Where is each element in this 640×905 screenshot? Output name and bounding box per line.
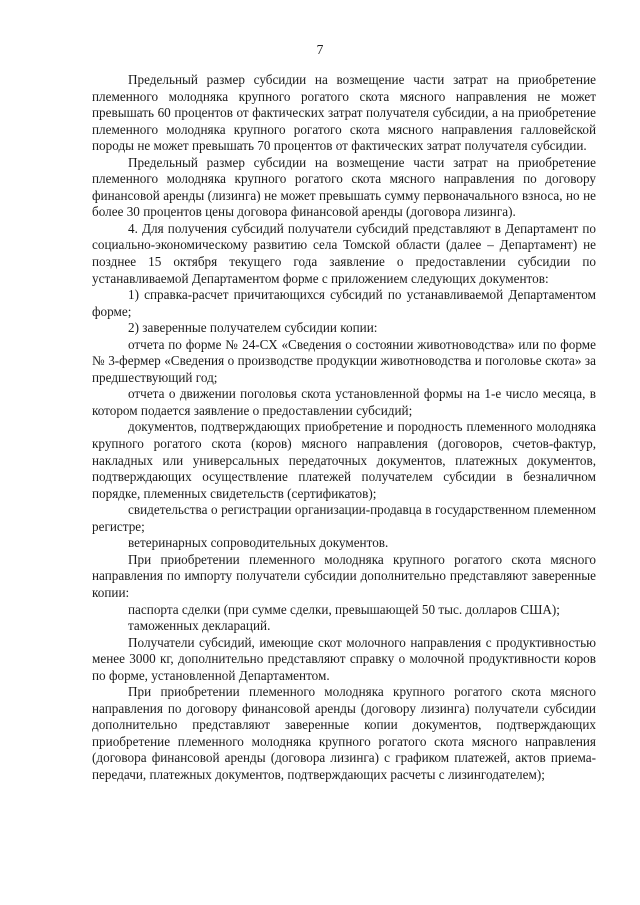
paragraph-purchase-documents: документов, подтверждающих приобретение и породность племенного молодняка крупного рогатого скота (коров) мясного направления (договоров, счетов-фактур, накладных или универсальных передаточных документов, платежных документов, подтверждающих осуществление платежей получателем субсидии в безналичном порядке, племенных свидетельств (сертификатов); — [92, 419, 596, 501]
paragraph-report-24sh: отчета по форме № 24-СХ «Сведения о состоянии животноводства» или по форме № 3-фермер «Сведения о производстве продукции животноводства и поголовье скота» за предшествующий год; — [92, 336, 596, 385]
paragraph-item-4: 4. Для получения субсидий получатели субсидий представляют в Департамент по социально-экономическому развитию села Томской области (далее – Департамент) не позднее 15 октября текущего года заявление о предоставлении субсидии по устанавливаемой Департаментом форме с приложением следующих документов: — [92, 220, 596, 286]
paragraph-dairy-productivity: Получатели субсидий, имеющие скот молочного направления с продуктивностью менее 3000 кг, дополнительно представляют справку о молочной продуктивности коров по форме, установленной Департаментом. — [92, 634, 596, 683]
paragraph-livestock-report: отчета о движении поголовья скота установленной формы на 1-е число месяца, в котором подается заявление о предоставлении субсидий; — [92, 386, 596, 418]
paragraph-subitem-2: 2) заверенные получателем субсидии копии: — [128, 320, 378, 336]
paragraph-import: При приобретении племенного молодняка крупного рогатого скота мясного направления по импорту получатели субсидии дополнительно представляют заверенные копии: — [92, 551, 596, 600]
paragraph-leasing-limit: Предельный размер субсидии на возмещение части затрат на приобретение племенного молодняка крупного рогатого скота мясного направления по договору финансовой аренды (лизинга) не может превышать сумму первоначального взноса, но не более 30 процентов цены договора финансовой аренды (договора лизинга). — [92, 154, 596, 220]
paragraph-customs-declarations: таможенных деклараций. — [128, 618, 271, 634]
paragraph-registry-certificate: свидетельства о регистрации организации-продавца в государственном племенном регистре; — [92, 502, 596, 534]
document-body — [92, 72, 596, 784]
paragraph-transaction-passport: паспорта сделки (при сумме сделки, превышающей 50 тыс. долларов США); — [128, 601, 560, 617]
paragraph-subsidy-limit: Предельный размер субсидии на возмещение части затрат на приобретение племенного молодняка крупного рогатого скота мясного направления не может превышать 60 процентов от фактических затрат получателя субсидии, а на приобретение племенного молодняка крупного рогатого скота мясного направления галловейской породы не может превышать 70 процентов от фактических затрат получателя субсидии. — [92, 72, 596, 154]
paragraph-veterinary-documents: ветеринарных сопроводительных документов. — [128, 535, 389, 551]
paragraph-subitem-1: 1) справка-расчет причитающихся субсидий по устанавливаемой Департаментом форме; — [92, 287, 596, 319]
paragraph-leasing-documents: При приобретении племенного молодняка крупного рогатого скота мясного направления по договору финансовой аренды (договору лизинга) получатели субсидии дополнительно представляют заверенные копии документов, подтверждающих приобретение племенного молодняка крупного рогатого скота мясного направления (договора финансовой аренды (договора лизинга) с графиком платежей, актов приема-передачи, платежных документов, подтверждающих расчеты с лизингодателем); — [92, 684, 596, 782]
page-number: 7 — [316, 42, 324, 57]
